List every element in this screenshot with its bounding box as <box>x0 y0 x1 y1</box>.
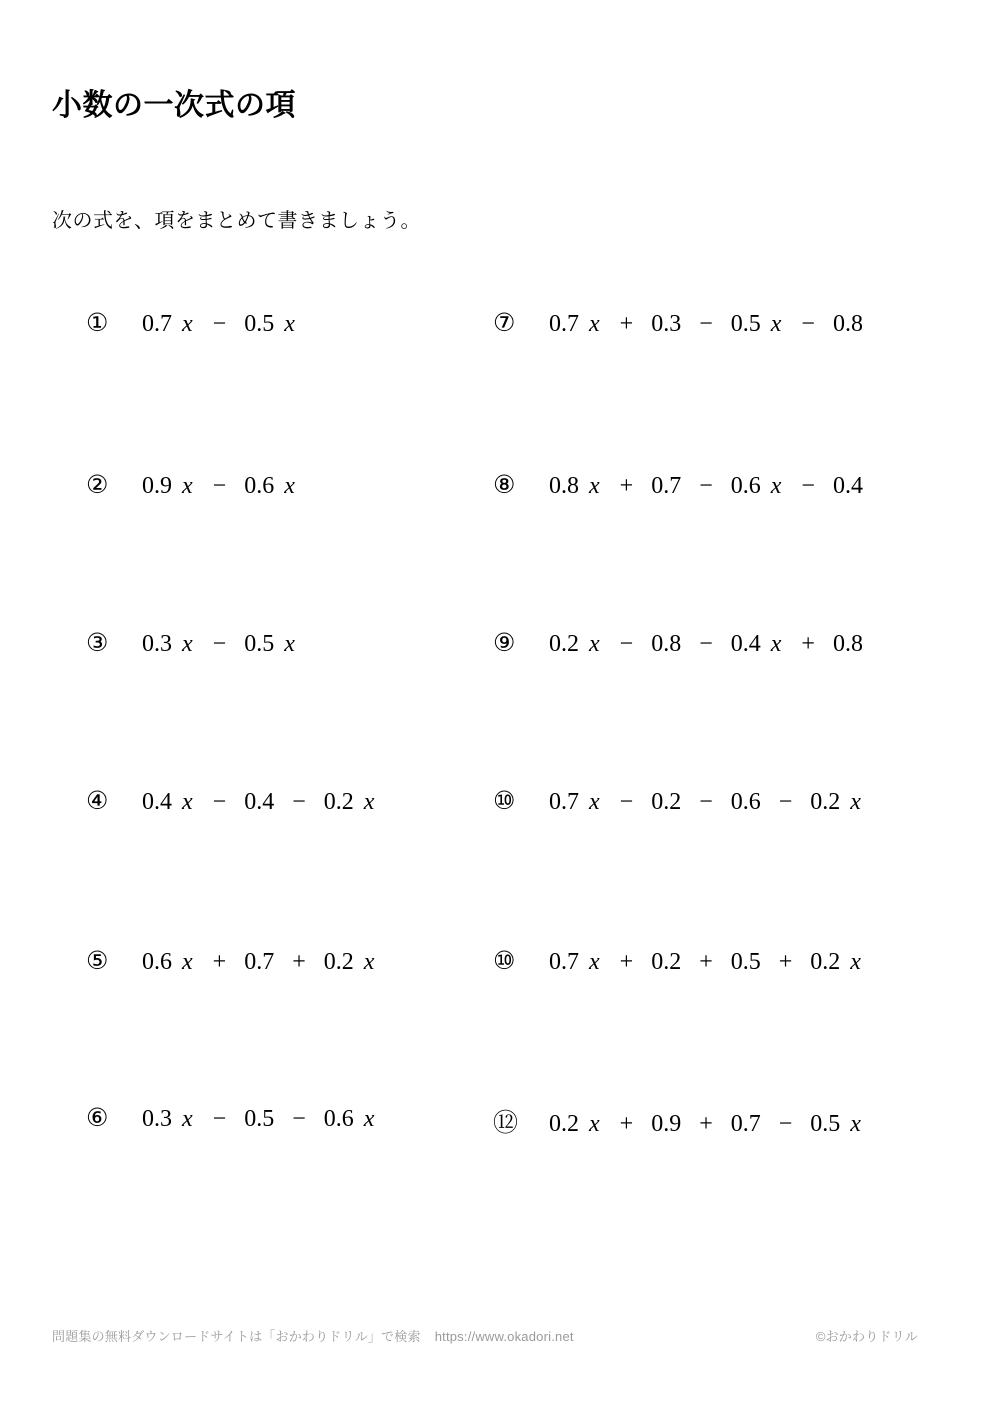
problem-expression <box>549 949 863 976</box>
coefficient: 0.4 <box>142 789 172 815</box>
coefficient: 0.7 <box>244 949 275 975</box>
coefficient: 0.2 <box>810 949 841 975</box>
coefficient: 0.5 <box>810 1111 841 1137</box>
variable-x: x <box>363 949 375 975</box>
variable-x: x <box>589 949 600 975</box>
variable-x: x <box>770 311 782 337</box>
coefficient: 0.5 <box>244 311 275 337</box>
problem-number: ④ <box>86 786 109 815</box>
problem-expression <box>142 473 297 500</box>
coefficient: 0.2 <box>323 789 354 815</box>
coefficient: 0.6 <box>142 949 172 975</box>
problem-item <box>86 308 297 344</box>
coefficient: 0.8 <box>651 631 682 657</box>
plus-operator: + <box>699 1111 713 1137</box>
plus-operator: + <box>699 949 713 975</box>
plus-operator: + <box>778 949 793 975</box>
coefficient: 0.4 <box>244 789 275 815</box>
minus-operator: − <box>619 789 634 815</box>
problem-item <box>493 308 863 344</box>
coefficient: 0.2 <box>549 1111 579 1137</box>
coefficient: 0.2 <box>323 949 354 975</box>
coefficient: 0.6 <box>323 1106 354 1132</box>
coefficient: 0.4 <box>832 473 863 499</box>
problem-expression <box>142 1106 376 1133</box>
variable-x: x <box>182 473 193 499</box>
variable-x: x <box>182 1106 193 1132</box>
problem-number: ⑤ <box>86 946 109 975</box>
problem-expression <box>549 631 863 658</box>
coefficient: 0.7 <box>549 949 579 975</box>
variable-x: x <box>182 311 193 337</box>
coefficient: 0.3 <box>142 631 172 657</box>
problem-number: ① <box>86 308 109 337</box>
coefficient: 0.9 <box>651 1111 682 1137</box>
footer-copyright: ©おかわりドリル <box>815 1329 918 1344</box>
variable-x: x <box>363 789 375 815</box>
problem-number: ② <box>86 470 109 499</box>
variable-x: x <box>850 789 861 815</box>
variable-x: x <box>182 789 193 815</box>
problem-expression <box>549 789 863 816</box>
minus-operator: − <box>801 311 815 337</box>
coefficient: 0.2 <box>651 949 682 975</box>
problem-item <box>86 628 297 664</box>
footer-url: https://www.okadori.net <box>434 1329 574 1344</box>
variable-x: x <box>589 311 600 337</box>
variable-x: x <box>770 631 782 657</box>
problem-expression <box>549 1111 863 1138</box>
problem-expression <box>142 949 376 976</box>
variable-x: x <box>589 789 600 815</box>
coefficient: 0.3 <box>142 1106 172 1132</box>
problem-item <box>493 1103 863 1139</box>
plus-operator: + <box>212 949 227 975</box>
variable-x: x <box>284 473 295 499</box>
minus-operator: − <box>212 789 227 815</box>
variable-x: x <box>182 949 193 975</box>
plus-operator: + <box>619 949 634 975</box>
plus-operator: + <box>292 949 306 975</box>
problem-number: ⑥ <box>86 1103 109 1132</box>
variable-x: x <box>589 1111 600 1137</box>
coefficient: 0.7 <box>549 789 579 815</box>
problem-number: ⑧ <box>493 470 516 499</box>
minus-operator: − <box>292 789 306 815</box>
footer-site-text <box>52 1326 574 1345</box>
problem-number: ⑩ <box>493 786 516 815</box>
problem-expression <box>142 631 297 658</box>
coefficient: 0.6 <box>244 473 275 499</box>
variable-x: x <box>850 949 861 975</box>
minus-operator: − <box>699 631 713 657</box>
problem-number: ⑩ <box>493 946 516 975</box>
plus-operator: + <box>619 311 634 337</box>
coefficient: 0.9 <box>142 473 172 499</box>
problem-expression <box>549 473 863 500</box>
coefficient: 0.5 <box>244 1106 275 1132</box>
variable-x: x <box>850 1111 861 1137</box>
coefficient: 0.8 <box>832 311 863 337</box>
page-title: 小数の一次式の項 <box>52 89 296 122</box>
coefficient: 0.5 <box>730 949 761 975</box>
coefficient: 0.7 <box>142 311 172 337</box>
minus-operator: − <box>699 789 713 815</box>
minus-operator: − <box>778 1111 793 1137</box>
variable-x: x <box>182 631 193 657</box>
coefficient: 0.7 <box>549 311 579 337</box>
coefficient: 0.2 <box>810 789 841 815</box>
problem-expression <box>142 311 297 338</box>
problem-item <box>493 628 863 664</box>
minus-operator: − <box>801 473 815 499</box>
coefficient: 0.5 <box>730 311 761 337</box>
minus-operator: − <box>699 473 713 499</box>
variable-x: x <box>284 631 295 657</box>
variable-x: x <box>284 311 295 337</box>
coefficient: 0.8 <box>832 631 863 657</box>
minus-operator: − <box>212 1106 227 1132</box>
plus-operator: + <box>801 631 815 657</box>
footer-search-hint: 問題集の無料ダウンロードサイトは「おかわりドリル」で検索 <box>52 1329 421 1344</box>
coefficient: 0.7 <box>730 1111 761 1137</box>
variable-x: x <box>363 1106 375 1132</box>
variable-x: x <box>770 473 782 499</box>
coefficient: 0.6 <box>730 789 761 815</box>
problem-item <box>86 946 376 982</box>
plus-operator: + <box>619 1111 634 1137</box>
problem-item <box>86 470 297 506</box>
problem-number: ⑫ <box>493 1108 519 1137</box>
coefficient: 0.3 <box>651 311 682 337</box>
problem-item <box>493 946 863 982</box>
problem-expression <box>142 789 376 816</box>
minus-operator: − <box>212 311 227 337</box>
problem-expression <box>549 311 863 338</box>
variable-x: x <box>589 631 600 657</box>
coefficient: 0.2 <box>549 631 579 657</box>
instruction-text: 次の式を、項をまとめて書きましょう。 <box>52 210 421 232</box>
coefficient: 0.6 <box>730 473 761 499</box>
problem-item <box>86 1103 376 1139</box>
minus-operator: − <box>619 631 634 657</box>
plus-operator: + <box>619 473 634 499</box>
coefficient: 0.4 <box>730 631 761 657</box>
minus-operator: − <box>699 311 713 337</box>
problem-item <box>493 470 863 506</box>
coefficient: 0.7 <box>651 473 682 499</box>
minus-operator: − <box>292 1106 306 1132</box>
coefficient: 0.5 <box>244 631 275 657</box>
minus-operator: − <box>212 631 227 657</box>
problem-item <box>86 786 376 822</box>
variable-x: x <box>589 473 600 499</box>
minus-operator: − <box>212 473 227 499</box>
problem-number: ⑦ <box>493 308 516 337</box>
problem-item <box>493 786 863 822</box>
minus-operator: − <box>778 789 793 815</box>
problem-number: ③ <box>86 628 109 657</box>
problem-number: ⑨ <box>493 628 516 657</box>
coefficient: 0.8 <box>549 473 579 499</box>
coefficient: 0.2 <box>651 789 682 815</box>
